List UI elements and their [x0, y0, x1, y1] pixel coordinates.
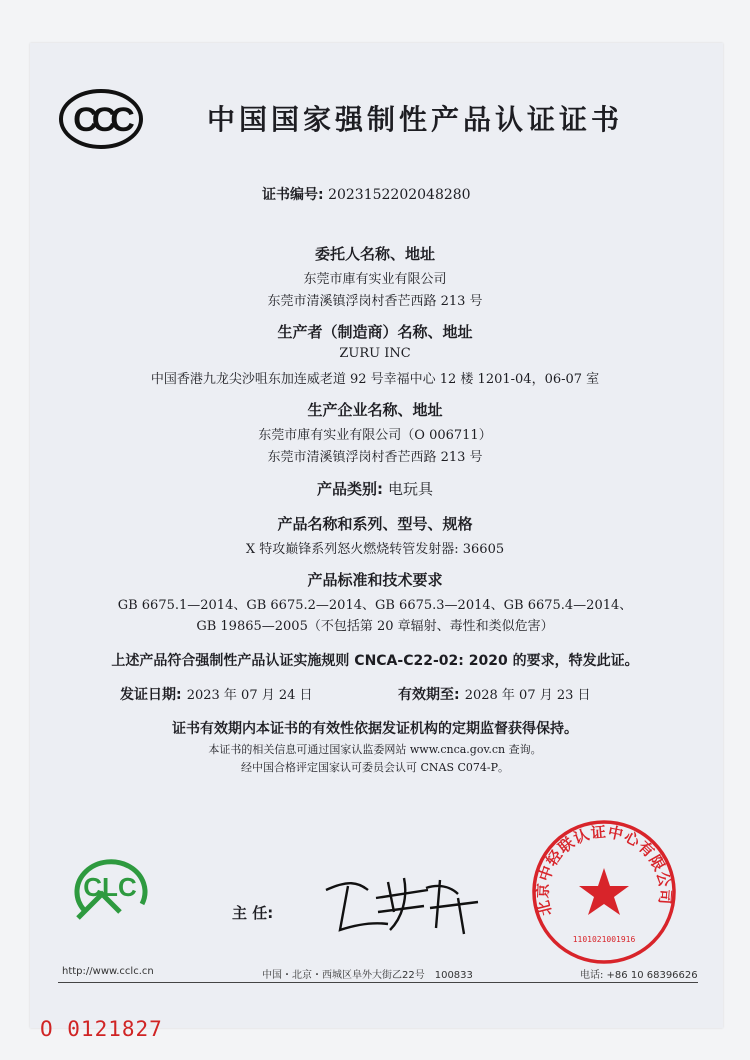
footer-website[interactable]: http://www.cclc.cn	[62, 966, 154, 977]
director-signature	[318, 868, 488, 940]
issue-date-value: 2023 年 07 月 24 日	[186, 688, 313, 703]
certificate-serial: O 0121827	[40, 1017, 163, 1041]
seal-number: 1101021001916	[572, 935, 636, 944]
standards-line-1: GB 6675.1—2014、GB 6675.2—2014、GB 6675.3—2014、GB 6675.4—2014、	[117, 598, 633, 613]
standards-heading: 产品标准和技术要求	[307, 571, 443, 589]
issue-date-label: 发证日期:	[120, 687, 182, 703]
footer-address: 中国・北京・西城区阜外大街乙22号 100833	[262, 970, 473, 981]
product-category-label: 产品类别:	[316, 480, 383, 498]
manufacturer-name: ZURU INC	[339, 346, 411, 361]
validity-note: 证书有效期内本证书的有效性依据发证机构的定期监督获得保持。	[172, 721, 578, 737]
expiry-date-value: 2028 年 07 月 23 日	[464, 688, 591, 703]
conformity-statement: 上述产品符合强制性产品认证实施规则 CNCA-C22-02: 2020 的要求，特发此证。	[111, 653, 639, 669]
manufacturer-address: 中国香港九龙尖沙咀东加连威老道 92 号幸福中心 12 楼 1201-04，06-07 室	[150, 372, 600, 387]
expiry-date	[398, 684, 591, 704]
official-seal	[530, 818, 678, 966]
factory-name: 东莞市庫有实业有限公司（O 006711）	[258, 428, 492, 443]
product-category-value: 电玩具	[388, 480, 434, 498]
ccc-logo	[58, 88, 144, 150]
clc-logo-text: CLC	[83, 872, 137, 902]
certificate-number-label: 证书编号:	[262, 187, 324, 203]
factory-heading: 生产企业名称、地址	[307, 401, 443, 419]
certificate-number-value: 2023152202048280	[328, 187, 471, 203]
product-category	[0, 478, 750, 499]
client-heading: 委托人名称、地址	[314, 245, 435, 263]
seal-text: 北京中轻联认证中心有限公司	[533, 822, 675, 918]
expiry-date-label: 有效期至:	[398, 687, 460, 703]
factory-address: 东莞市清溪镇浮岗村香芒西路 213 号	[267, 450, 483, 465]
manufacturer-heading: 生产者（制造商）名称、地址	[277, 323, 473, 341]
clc-logo	[62, 848, 158, 924]
product-value: X 特攻巅锋系列怒火燃烧转管发射器: 36605	[245, 542, 505, 557]
certificate-number	[262, 184, 471, 204]
signature-label: 主 任:	[232, 904, 274, 922]
ccc-logo-text: CCC	[73, 101, 129, 139]
accreditation-note: 经中国合格评定国家认可委员会认可 CNAS C074-P。	[240, 761, 510, 774]
standards-line-2: GB 19865—2005（不包括第 20 章辐射、毒性和类似危害）	[196, 619, 554, 634]
client-name: 东莞市庫有实业有限公司	[303, 272, 447, 287]
footer-divider	[58, 982, 698, 983]
issue-date	[120, 684, 313, 704]
info-note: 本证书的相关信息可通过国家认监委网站 www.cnca.gov.cn 查询。	[208, 743, 542, 756]
client-address: 东莞市清溪镇浮岗村香芒西路 213 号	[267, 294, 483, 309]
certificate-title: 中国国家强制性产品认证证书	[206, 103, 623, 136]
product-heading: 产品名称和系列、型号、规格	[277, 515, 473, 533]
footer-phone: 电话: +86 10 68396626	[580, 970, 698, 981]
